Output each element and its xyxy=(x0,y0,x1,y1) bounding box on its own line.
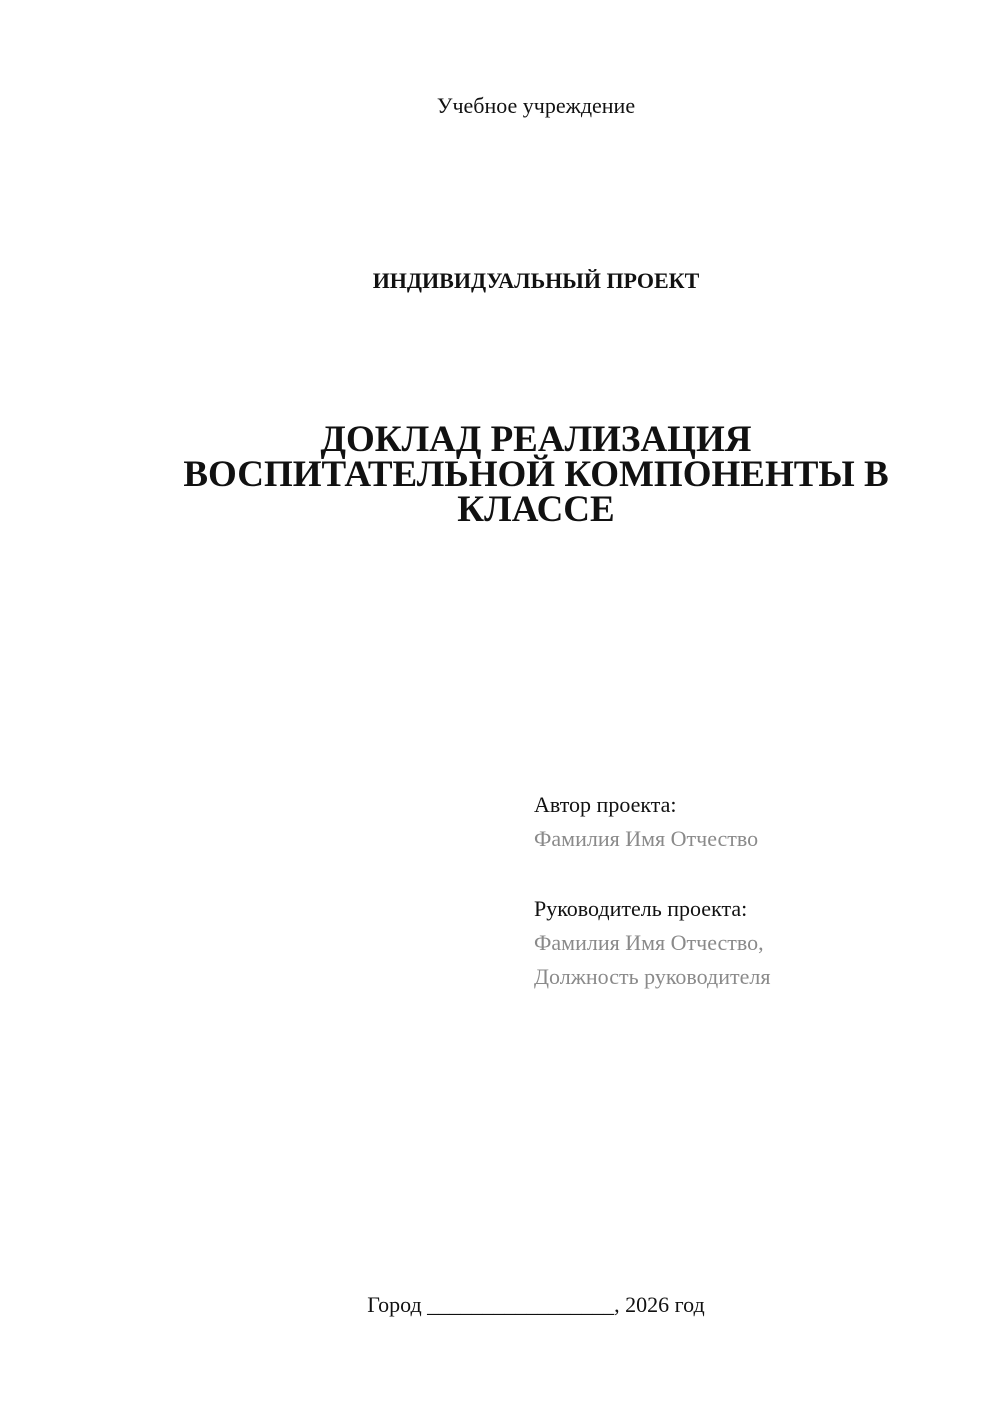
title-line-1: ДОКЛАД РЕАЛИЗАЦИЯ xyxy=(320,419,752,460)
author-name-placeholder: Фамилия Имя Отчество xyxy=(534,826,759,851)
document-title xyxy=(150,419,922,530)
city-year-line: Город _________________, 2026 год xyxy=(367,1292,705,1317)
project-info-block xyxy=(534,788,954,994)
supervisor-name-placeholder: Фамилия Имя Отчество, xyxy=(534,930,764,955)
title-line-3: КЛАССЕ xyxy=(457,489,615,530)
title-line-2: ВОСПИТАТЕЛЬНОЙ КОМПОНЕНТЫ В xyxy=(183,454,889,495)
supervisor-position-placeholder: Должность руководителя xyxy=(534,964,771,989)
spacer xyxy=(534,856,954,892)
project-type-heading: ИНДИВИДУАЛЬНЫЙ ПРОЕКТ xyxy=(372,268,700,293)
author-label: Автор проекта: xyxy=(534,792,677,817)
institution-name: Учебное учреждение xyxy=(436,93,636,118)
supervisor-label: Руководитель проекта: xyxy=(534,896,748,921)
